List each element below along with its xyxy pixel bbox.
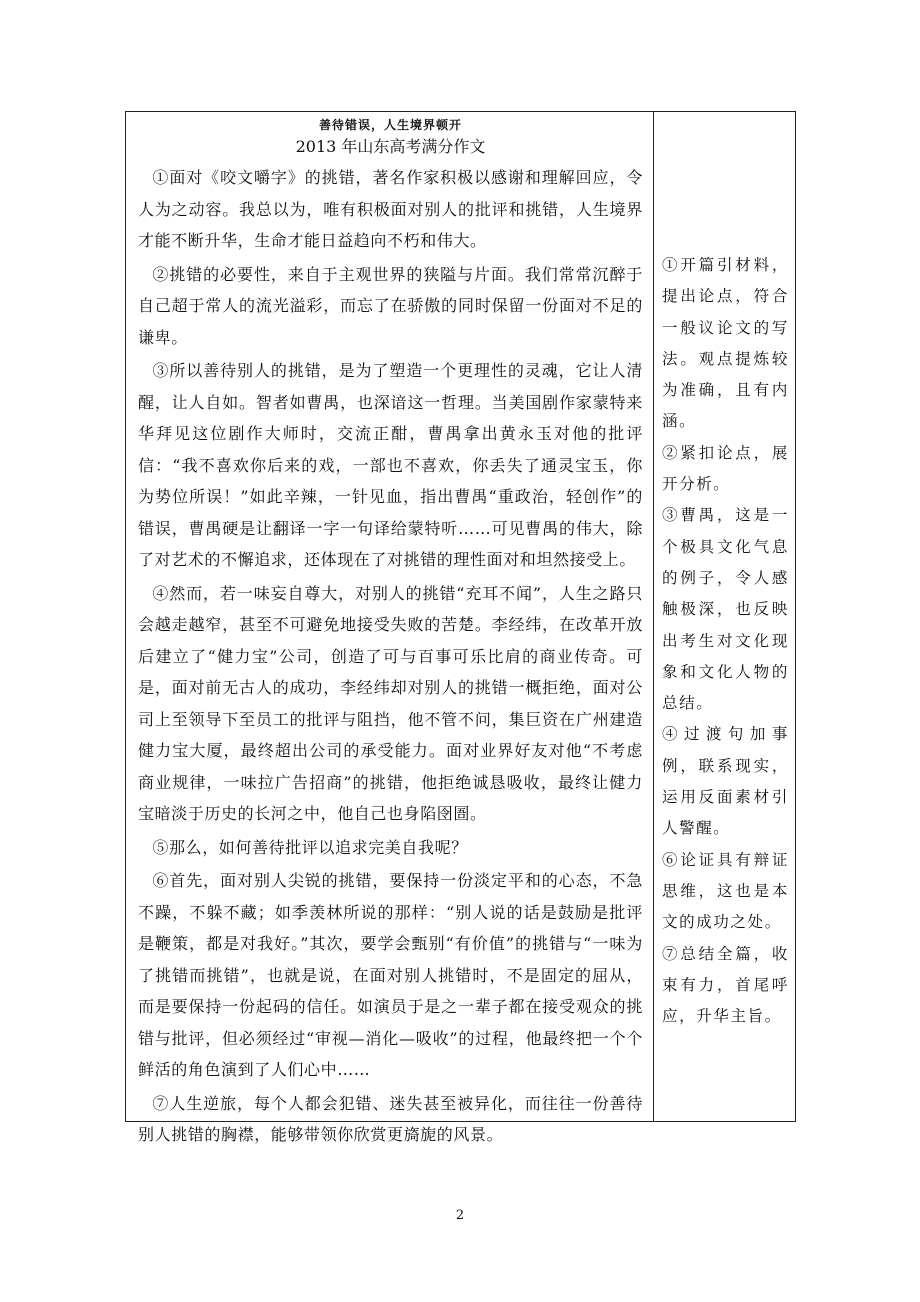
- comment-4: ④过渡句加事例，联系现实，运用反面素材引人警醒。: [662, 725, 789, 838]
- essay-column: [126, 112, 653, 1151]
- essay-paragraph-1: ①面对《咬文嚼字》的挑错，著名作家积极以感谢和理解回应，令人为之动容。我总以为，唯有积极面对别人的批评和挑错，人生境界才能不断升华，生命才能日益趋向不朽和伟大。: [138, 168, 643, 250]
- page-number: 2: [455, 1208, 465, 1223]
- essay-title: 善待错误，人生境界顿开: [318, 118, 462, 132]
- essay-paragraph-4: ④然而，若一味妄自尊大，对别人的挑错“充耳不闻”，人生之路只会越走越窄，甚至不可避免地接受失败的苦楚。李经纬，在改革开放后建立了“健力宝”公司，创造了可与百事可乐比肩的商业传奇。可是，面对前无古人的成功，李经纬却对别人的挑错一概拒绝，面对公司上至领导下至员工的批评与阻挡，他不管不问，集巨资在广州建造健力宝大厦，最终超出公司的承受能力。面对业界好友对他“不考虑商业规律，一味拉广告招商”的挑错，他拒绝诚恳吸收，最终让健力宝暗淡于历史的长河之中，他自己也身陷囹圄。: [138, 583, 643, 823]
- comment-2: ②紧扣论点，展开分析。: [662, 443, 789, 494]
- essay-paragraph-5: ⑤那么，如何善待批评以追求完美自我呢？: [152, 837, 468, 857]
- comment-1: ①开篇引材料，提出论点，符合一般议论文的写法。观点提炼较为准确，且有内涵。: [662, 256, 789, 431]
- comment-6: ⑦总结全篇，收束有力，首尾呼应，升华主旨。: [662, 944, 789, 1026]
- essay-paragraph-7: ⑦人生逆旅，每个人都会犯错、迷失甚至被异化，而往往一份善待别人挑错的胸襟，能够带领你欣赏更旖旎的风景。: [138, 1093, 643, 1144]
- essay-table: [125, 111, 796, 1144]
- comment-column: [654, 250, 797, 1032]
- essay-paragraph-3: ③所以善待别人的挑错，是为了塑造一个更理性的灵魂，它让人清醒，让人自如。智者如曹禺，也深谙这一哲理。当美国剧作家蒙特来华拜见这位剧作大师时，交流正酣，曹禺拿出黄永玉对他的批评信：“我不喜欢你后来的戏，一部也不喜欢，你丢失了通灵宝玉，你为势位所误！”如此辛辣，一针见血，指出曹禺“重政治，轻创作”的错误，曹禺硬是让翻译一字一句译给蒙特听……可见曹禺的伟大，除了对艺术的不懈追求，还体现在了对挑错的理性面对和坦然接受上。: [138, 361, 643, 569]
- essay-subtitle: 2013 年山东高考满分作文: [295, 137, 486, 156]
- essay-paragraph-6: ⑥首先，面对别人尖锐的挑错，要保持一份淡定平和的心态，不急不躁，不躲不藏；如季羡林所说的那样：“别人说的话是鼓励是批评是鞭策，都是对我好。”其次，要学会甄别“有价值”的挑错与“一味为了挑错而挑错”，也就是说，在面对别人挑错时，不是固定的屈从，而是要保持一份起码的信任。如演员于是之一辈子都在接受观众的挑错与批评，但必须经过“审视—消化—吸收”的过程，他最终把一个个鲜活的角色演到了人们心中……: [138, 871, 643, 1079]
- comment-3: ③曹禺，这是一个极具文化气息的例子，令人感触极深，也反映出考生对文化现象和文化人物的总结。: [662, 506, 789, 713]
- essay-paragraph-2: ②挑错的必要性，来自于主观世界的狭隘与片面。我们常常沉醉于自己超于常人的流光溢彩，而忘了在骄傲的同时保留一份面对不足的谦卑。: [138, 264, 643, 347]
- comment-5: ⑥论证具有辩证思维，这也是本文的成功之处。: [662, 850, 789, 932]
